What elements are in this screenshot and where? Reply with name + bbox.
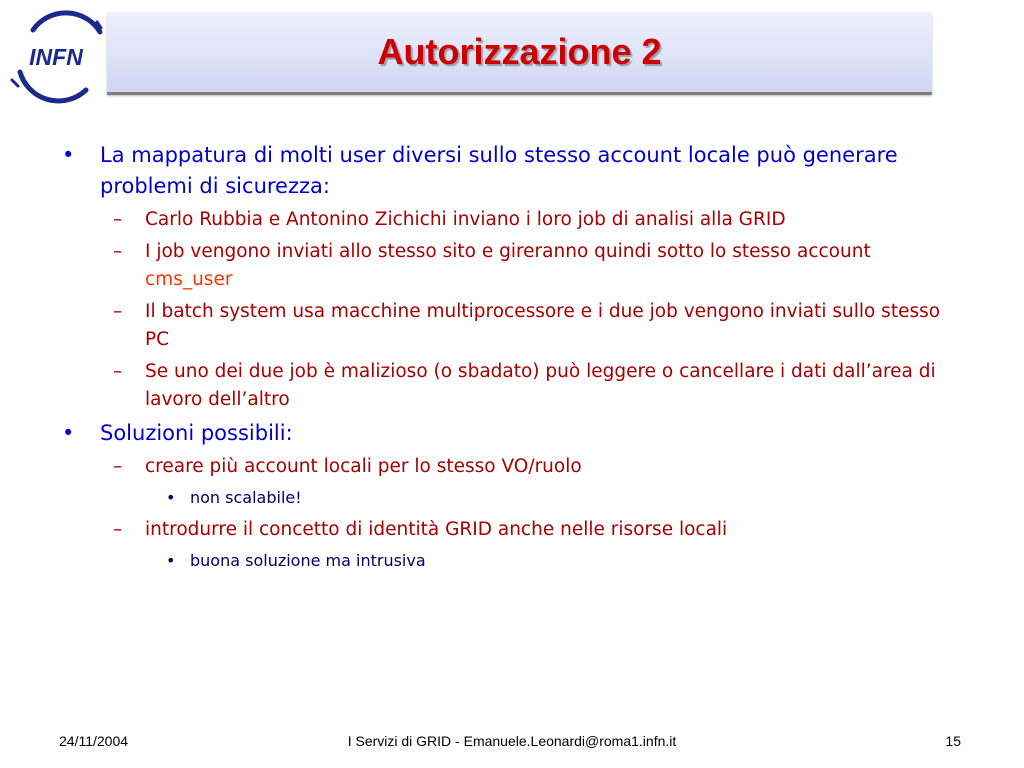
subsubitem-good-but-intrusive [58,548,958,574]
bullet-marker: • [62,421,75,445]
infn-logo [6,8,106,104]
subitem-text: Il batch system usa macchine multiprocessore e i due job vengono inviati sullo stesso PC [145,301,941,350]
subitem-grid-identity [58,516,958,544]
bullet-marker: • [62,143,75,167]
subsubitem-not-scalable [58,485,958,511]
cms-user-highlight: cms_user [145,269,233,290]
subitem-text: I job vengono inviati allo stesso sito e gireranno quindi sotto lo stesso account [145,241,871,262]
bullet-marker-small: • [166,551,176,570]
infn-logo-graphic [6,8,106,104]
subitem-text: creare più account locali per lo stesso VO/ruolo [145,456,582,477]
bullet-mapping-problem [58,140,958,202]
slide-content [58,140,958,579]
subsubitem-text: non scalabile! [190,488,302,507]
footer-center-text: I Servizi di GRID - Emanuele.Leonardi@roma1.infn.it [347,733,677,749]
dash-marker: – [113,241,123,262]
dash-marker: – [113,361,123,382]
subitem-same-account [58,238,958,294]
dash-marker: – [113,301,123,322]
slide-number: 15 [945,733,961,749]
bullet-text: Soluzioni possibili: [100,421,293,445]
bullet-marker-small: • [166,488,176,507]
footer-date: 24/11/2004 [59,733,129,749]
subitem-text: Se uno dei due job è malizioso (o sbadato) può leggere o cancellare i dati dall’area di lavoro dell’altro [145,361,936,410]
subitem-malicious-job [58,358,958,414]
bullet-solutions [58,418,958,449]
dash-marker: – [113,519,123,540]
subitem-multiple-accounts [58,453,958,481]
subitem-text: Carlo Rubbia e Antonino Zichichi inviano i loro job di analisi alla GRID [145,209,786,230]
title-bar [107,12,932,92]
subitem-batch-system [58,298,958,354]
logo-text: INFN [29,44,83,70]
dash-marker: – [113,209,123,230]
slide-title: Autorizzazione 2 [377,31,662,72]
subitem-text: introdurre il concetto di identità GRID anche nelle risorse locali [145,519,728,540]
bullet-text: La mappatura di molti user diversi sullo stesso account locale può generare problemi di sicurezza: [100,143,898,198]
subsubitem-text: buona soluzione ma intrusiva [190,551,426,570]
dash-marker: – [113,456,123,477]
subitem-rubbia-zichichi [58,206,958,234]
